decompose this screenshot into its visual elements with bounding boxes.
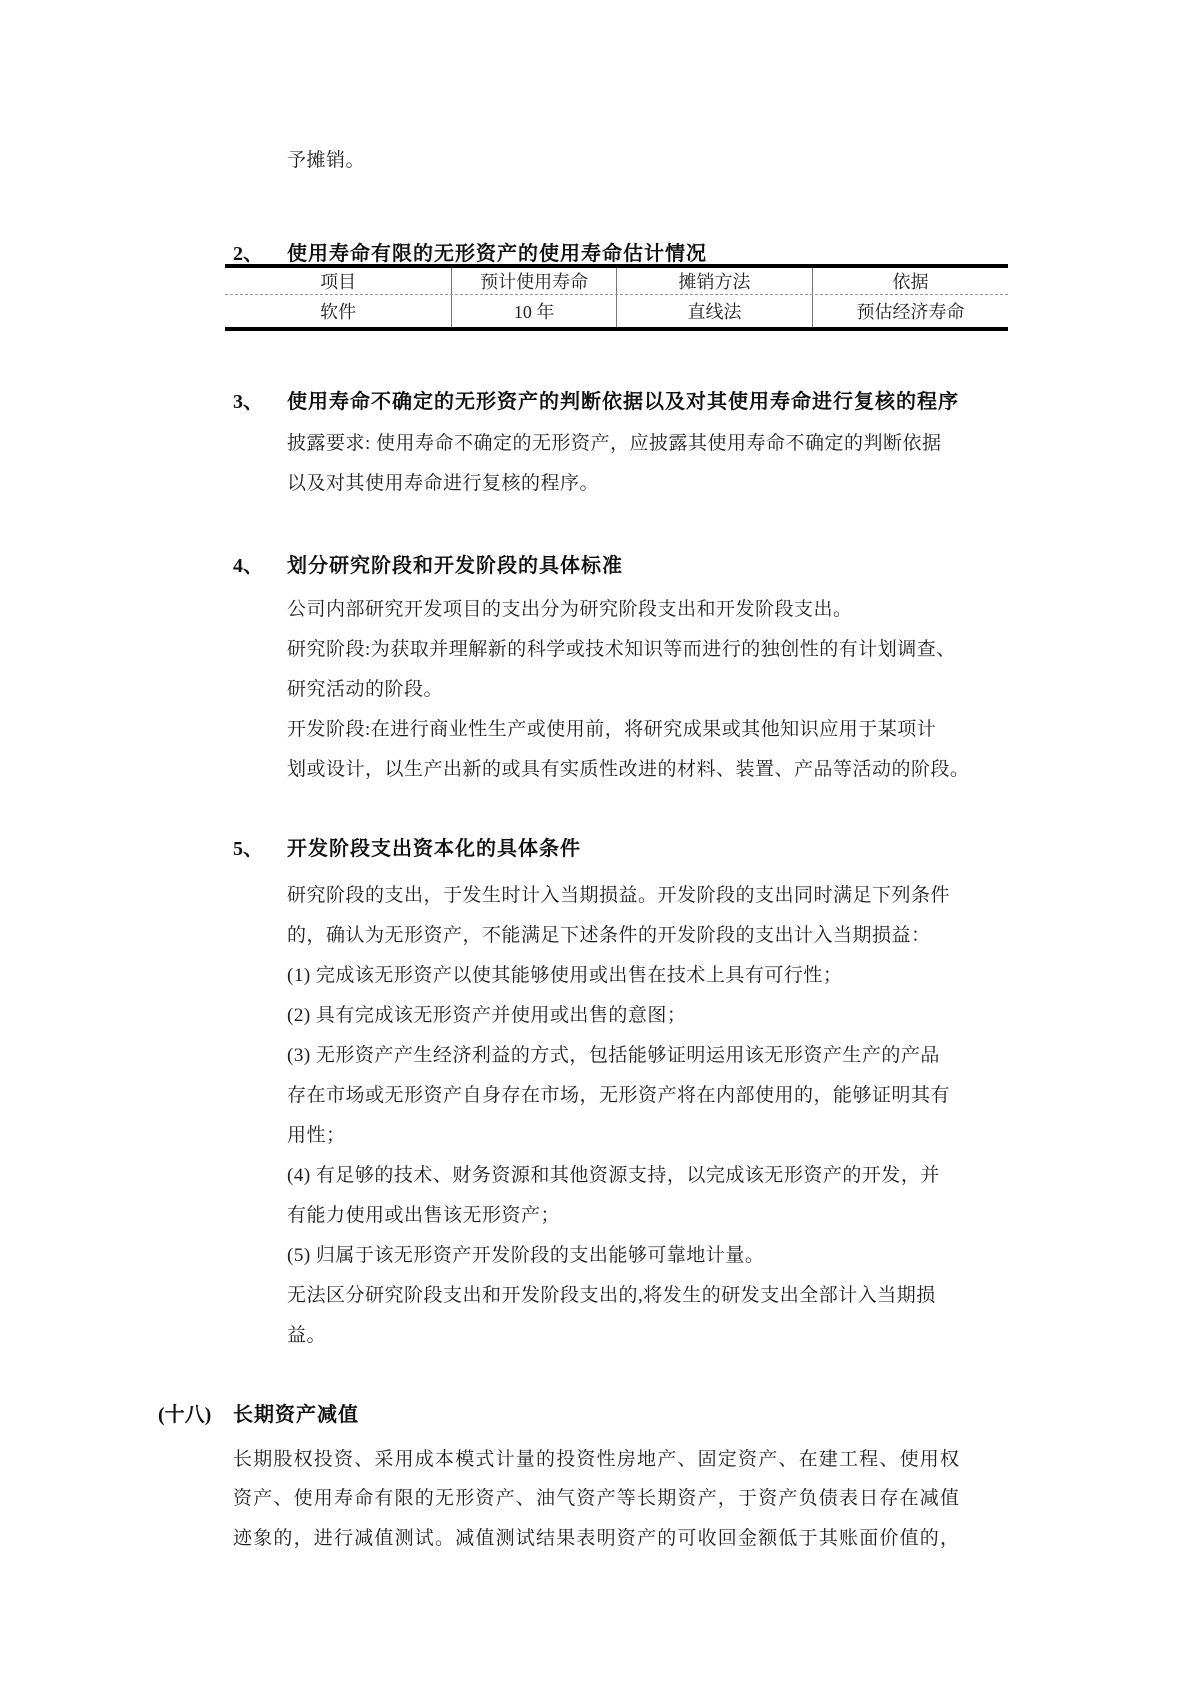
text-line: (3) 无形资产产生经济利益的方式，包括能够证明运用该无形资产生产的产品 bbox=[287, 1045, 940, 1066]
section-4-title: 划分研究阶段和开发阶段的具体标准 bbox=[287, 555, 623, 577]
section-4-body bbox=[287, 590, 970, 790]
section-5-heading bbox=[233, 832, 581, 861]
section-18-number: (十八) bbox=[158, 1404, 212, 1426]
text-line: (1) 完成该无形资产以使其能够使用或出售在技术上具有可行性； bbox=[287, 965, 843, 986]
table-cell-expected-life: 10 年 bbox=[452, 295, 617, 327]
section-3-heading bbox=[233, 385, 959, 414]
section-2-heading bbox=[233, 237, 707, 266]
table-cell-item: 软件 bbox=[225, 295, 452, 327]
text-line: 划或设计，以生产出新的或具有实质性改进的材料、装置、产品等活动的阶段。 bbox=[287, 759, 970, 780]
section-5-title: 开发阶段支出资本化的具体条件 bbox=[287, 838, 581, 860]
section-3-title: 使用寿命不确定的无形资产的判断依据以及对其使用寿命进行复核的程序 bbox=[287, 391, 959, 413]
text-line: 公司内部研究开发项目的支出分为研究阶段支出和开发阶段支出。 bbox=[287, 599, 853, 620]
text-line: 有能力使用或出售该无形资产； bbox=[287, 1205, 561, 1226]
table-header-expected-life: 预计使用寿命 bbox=[452, 268, 617, 294]
table-header-amortization-method: 摊销方法 bbox=[617, 268, 813, 294]
text-line: 披露要求: 使用寿命不确定的无形资产，应披露其使用寿命不确定的判断依据 bbox=[287, 433, 942, 454]
section-18-title: 长期资产减值 bbox=[233, 1404, 359, 1426]
paragraph-intro: 予摊销。 bbox=[287, 150, 366, 171]
text-line: 开发阶段:在进行商业性生产或使用前，将研究成果或其他知识应用于某项计 bbox=[287, 719, 937, 740]
text-line: 研究活动的阶段。 bbox=[287, 679, 444, 700]
useful-life-table bbox=[225, 264, 1008, 331]
section-3-number: 3、 bbox=[233, 391, 263, 413]
text-line: (2) 具有完成该无形资产并使用或出售的意图； bbox=[287, 1005, 687, 1026]
text-line: 研究阶段的支出，于发生时计入当期损益。开发阶段的支出同时满足下列条件 bbox=[287, 885, 951, 906]
text-line: 用性； bbox=[287, 1125, 346, 1146]
text-line: 存在市场或无形资产自身存在市场，无形资产将在内部使用的，能够证明其有 bbox=[287, 1085, 951, 1106]
section-3-body bbox=[287, 424, 967, 504]
table-row bbox=[225, 295, 1008, 327]
section-5-body bbox=[287, 876, 967, 1356]
text-line: (5) 归属于该无形资产开发阶段的支出能够可靠地计量。 bbox=[287, 1245, 765, 1266]
text-line: (4) 有足够的技术、财务资源和其他资源支持，以完成该无形资产的开发，并 bbox=[287, 1165, 940, 1186]
section-4-heading bbox=[233, 549, 623, 578]
section-18-heading bbox=[158, 1398, 359, 1427]
table-header-basis: 依据 bbox=[892, 272, 929, 292]
text-line: 资产、使用寿命有限的无形资产、油气资产等长期资产，于资产负债表日存在减值 bbox=[233, 1488, 961, 1510]
section-5-number: 5、 bbox=[233, 838, 263, 860]
table-header-item: 项目 bbox=[225, 268, 452, 294]
section-4-number: 4、 bbox=[233, 555, 263, 577]
table-cell-basis: 预估经济寿命 bbox=[856, 302, 965, 322]
text-line: 研究阶段:为获取并理解新的科学或技术知识等而进行的独创性的有计划调查、 bbox=[287, 639, 956, 660]
text-line: 迹象的，进行减值测试。减值测试结果表明资产的可收回金额低于其账面价值的， bbox=[233, 1527, 961, 1549]
text-line: 长期股权投资、采用成本模式计量的投资性房地产、固定资产、在建工程、使用权 bbox=[233, 1449, 961, 1470]
section-18-body bbox=[233, 1440, 963, 1558]
text-line: 的，确认为无形资产，不能满足下述条件的开发阶段的支出计入当期损益： bbox=[287, 925, 931, 946]
section-2-number: 2、 bbox=[233, 243, 263, 265]
text-line: 益。 bbox=[287, 1325, 327, 1346]
table-header-row bbox=[225, 268, 1008, 295]
text-line: 无法区分研究阶段支出和开发阶段支出的,将发生的研发支出全部计入当期损 bbox=[287, 1285, 936, 1306]
table-cell-amortization-method: 直线法 bbox=[617, 295, 813, 327]
section-2-title: 使用寿命有限的无形资产的使用寿命估计情况 bbox=[287, 243, 707, 265]
text-line: 以及对其使用寿命进行复核的程序。 bbox=[287, 473, 600, 494]
